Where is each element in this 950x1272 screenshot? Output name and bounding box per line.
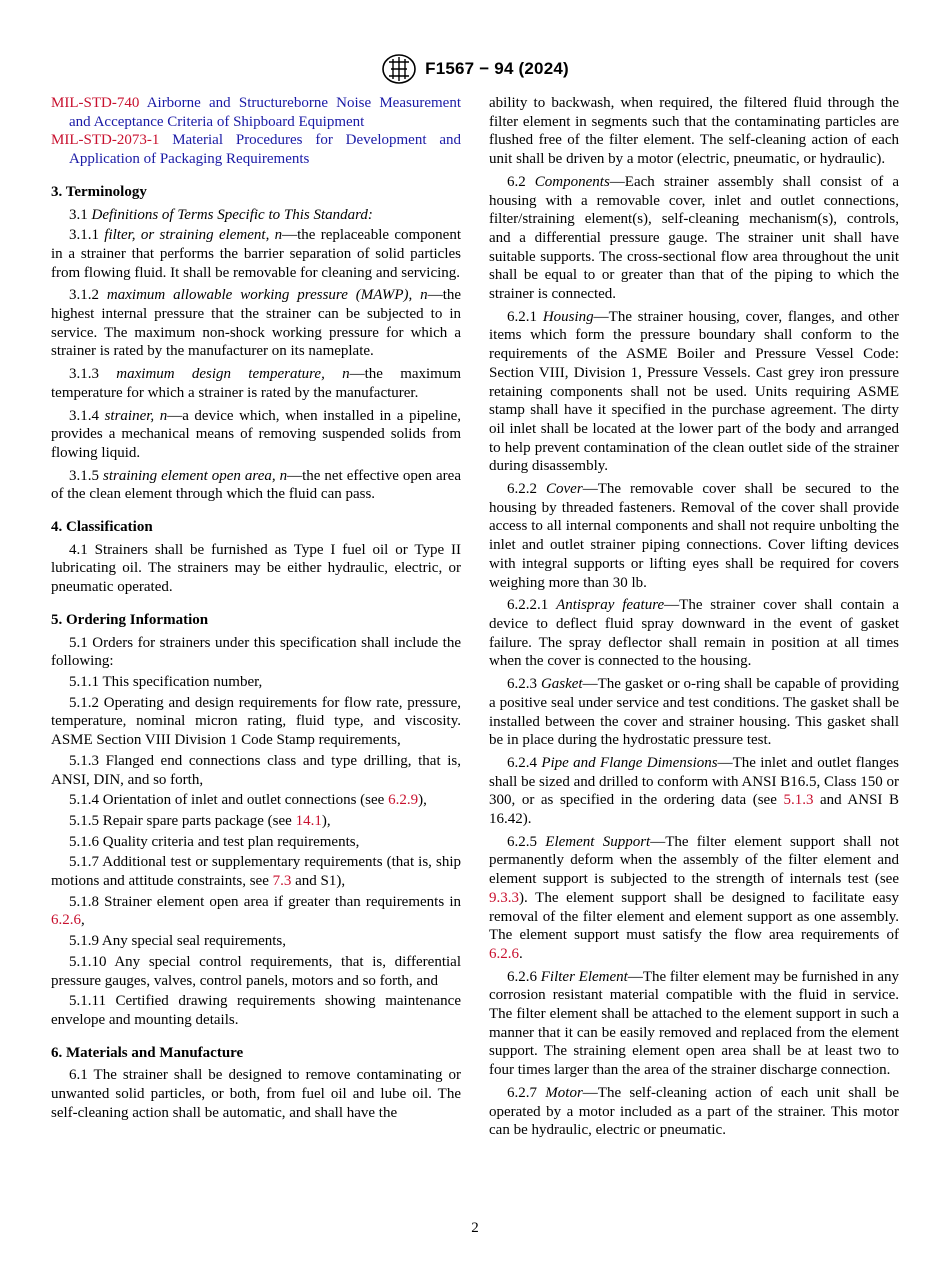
paragraph: 5.1.9 Any special seal requirements,: [69, 933, 287, 950]
paragraph: 6.2.3 Gasket—The gasket or o-ring shall be capable of providing a positive seal under service and test conditions. The gasket shall be installed between the cover and strainer housing. This gasket shall be in place during the hydrostatic pressure test.: [489, 676, 899, 749]
paragraph: 6.2.2 Cover—The removable cover shall be secured to the housing by threaded fasteners. Removal of the cover shall provide access to all internal components and shall not require unbolting the inlet and outlet strainer piping connections. Cover lifting devices with integral supports or lifting eyes shall be required for covers weighing more than 30 lb.: [489, 481, 899, 591]
paragraph: 6.2.2.1 Antispray feature—The strainer cover shall contain a device to deflect fluid spray downward in the event of gasket failure. The spray deflector shall remain in position at all times when the cover is connected to the housing.: [489, 597, 900, 670]
cross-reference-link[interactable]: 9.3.3: [489, 889, 519, 906]
paragraph: 5.1.1 This specification number,: [69, 673, 263, 690]
astm-logo-icon: [381, 53, 417, 85]
paragraph: 3.1.2 maximum allowable working pressure (MAWP), n—the highest internal pressure that the strainer can be subjected to in service. The maximum non-shock working pressure for which a strainer is rated by the manufacturer on its nameplate.: [51, 287, 462, 360]
paragraph: 5.1.11 Certified drawing requirements showing maintenance envelope and mounting details.: [51, 993, 461, 1028]
paragraph: 5.1 Orders for strainers under this specification shall include the following:: [51, 634, 461, 670]
paragraph: 3.1.5 straining element open area, n—the net effective open area of the clean element through which the fluid can pass.: [51, 467, 461, 503]
reference-code[interactable]: MIL-STD-740: [51, 95, 140, 111]
paragraph: 6.2.5 Element Support—The filter element support shall not permanently deform when the assembly of the filter element and element support is subjected to the strength of internals test (see 9.3.3). The element support shall be designed to facilitate easy removal of the filter element and element support as one assembly. The element support must satisfy the flow area requirements of 6.2.6.: [489, 833, 899, 962]
reference-title[interactable]: Material Procedures for Development and Application of Packaging Requirements: [69, 132, 461, 168]
cross-reference-link[interactable]: 14.1: [295, 812, 322, 829]
paragraph: 6.1 The strainer shall be designed to remove contaminating or unwanted solid particles, or both, from fuel oil and lube oil. The self-cleaning action shall be automatic, and shall have the: [51, 1067, 461, 1121]
paragraph: 3.1 Definitions of Terms Specific to This Standard:: [69, 206, 373, 223]
paragraph: 6.2.1 Housing—The strainer housing, cover, flanges, and other items which form the pressure boundary shall conform to the requirements of the ASME Boiler and Pressure Vessel Code: Section VIII, Division 1, Pressure Vessels. Cast grey iron pressure retaining components shall not be used. Units requiring ASME stamp shall have it specified in the purchase agreement. The dirty oil inlet shall be located at the lower part of the body and arranged to help prevent contamination of the clean outlet side of the strainer during disassembly.: [489, 308, 900, 475]
paragraph: 5.1.7 Additional test or supplementary requirements (that is, ship motions and attitude constraints, see 7.3 and S1),: [51, 854, 461, 890]
paragraph: 5.1.8 Strainer element open area if greater than requirements in 6.2.6,: [51, 893, 461, 929]
paragraph: 5.1.10 Any special control requirements, that is, differential pressure gauges, valves, control panels, motors and so forth, and: [51, 953, 461, 989]
paragraph: 5.1.2 Operating and design requirements for flow rate, pressure, temperature, nominal micron rating, fluid type, and viscosity. ASME Section VIII Division 1 Code Stamp requirements,: [51, 694, 461, 749]
cross-reference-link[interactable]: 7.3: [272, 873, 292, 890]
paragraph: 6.2 Components—Each strainer assembly shall consist of a housing with a removable cover, inlet and outlet connections, filter/straining element(s), self-cleaning mechanism(s), controls, and a differential pressure gauge. The strainer unit shall have suitable supports. The cross-sectional flow area throughout the unit shall be equal to or greater than that of the piping to which the strainer is connected.: [489, 173, 899, 303]
reference-item: [51, 131, 461, 168]
left-column: [51, 94, 461, 1124]
cross-reference-link[interactable]: 5.1.3: [783, 792, 814, 809]
paragraph: 5.1.5 Repair spare parts package (see 14.1),: [69, 812, 331, 829]
cross-reference-link[interactable]: 6.2.6: [489, 945, 519, 962]
section-heading: 5. Ordering Information: [51, 611, 209, 628]
cross-reference-link[interactable]: 6.2.6: [51, 912, 81, 929]
section-heading: 3. Terminology: [51, 183, 147, 200]
reference-code[interactable]: MIL-STD-2073-1: [51, 132, 160, 149]
paragraph: ability to backwash, when required, the filtered fluid through the filter element in segments such that the contaminating particles are flushed free of the filter element. The self-cleaning action of each unit shall be driven by a motor (electric, pneumatic, or hydraulic).: [489, 95, 899, 168]
paragraph: 5.1.4 Orientation of inlet and outlet connections (see 6.2.9),: [69, 792, 427, 809]
paragraph: 6.2.6 Filter Element—The filter element may be furnished in any corrosion resistant material compatible with the fluid in service. The filter element shall be attached to the element support in such a manner that it can be easily removed and replaced from the element support. The straining element open area shall be at least two to four times larger than the area of the strainer discharge connection.: [489, 968, 899, 1079]
paragraph: 3.1.1 filter, or straining element, n—the replaceable component in a strainer that performs the barrier separation of solid particles from flowing fluid. It shall be removable for cleaning and servicing.: [51, 227, 461, 281]
paragraph: 3.1.3 maximum design temperature, n—the maximum temperature for which a strainer is rated by the manufacturer.: [51, 366, 462, 401]
section-heading: 4. Classification: [51, 519, 153, 536]
paragraph: 5.1.3 Flanged end connections class and type drilling, that is, ANSI, DIN, and so forth,: [51, 752, 461, 788]
page-header: [0, 52, 950, 86]
cross-reference-link[interactable]: 6.2.9: [388, 792, 419, 809]
paragraph: 4.1 Strainers shall be furnished as Type I fuel oil or Type II lubricating oil. The strainers may be either hydraulic, electric, or pneumatic operated.: [51, 541, 461, 596]
reference-item: [51, 94, 461, 131]
paragraph: 6.2.4 Pipe and Flange Dimensions—The inlet and outlet flanges shall be sized and drilled to conform with ANSI B16.5, Class 150 or 300, or as specified in the ordering data (see 5.1.3 and ANSI B 16.42).: [489, 754, 900, 828]
paragraph: 5.1.6 Quality criteria and test plan requirements,: [69, 833, 360, 850]
section-heading: 6. Materials and Manufacture: [51, 1044, 244, 1061]
document-title: F1567 − 94 (2024): [425, 59, 569, 78]
reference-title[interactable]: Airborne and Structureborne Noise Measurement and Acceptance Criteria of Shipboard Equipment: [69, 95, 461, 130]
right-column: [489, 94, 899, 1142]
paragraph: 6.2.7 Motor—The self-cleaning action of each unit shall be operated by a motor included as a part of the strainer. This motor can be hydraulic, electric or pneumatic.: [489, 1084, 900, 1139]
page-number: 2: [471, 1220, 479, 1236]
paragraph: 3.1.4 strainer, n—a device which, when installed in a pipeline, provides a mechanical means of removing suspended solids from flowing liquid.: [51, 407, 462, 461]
